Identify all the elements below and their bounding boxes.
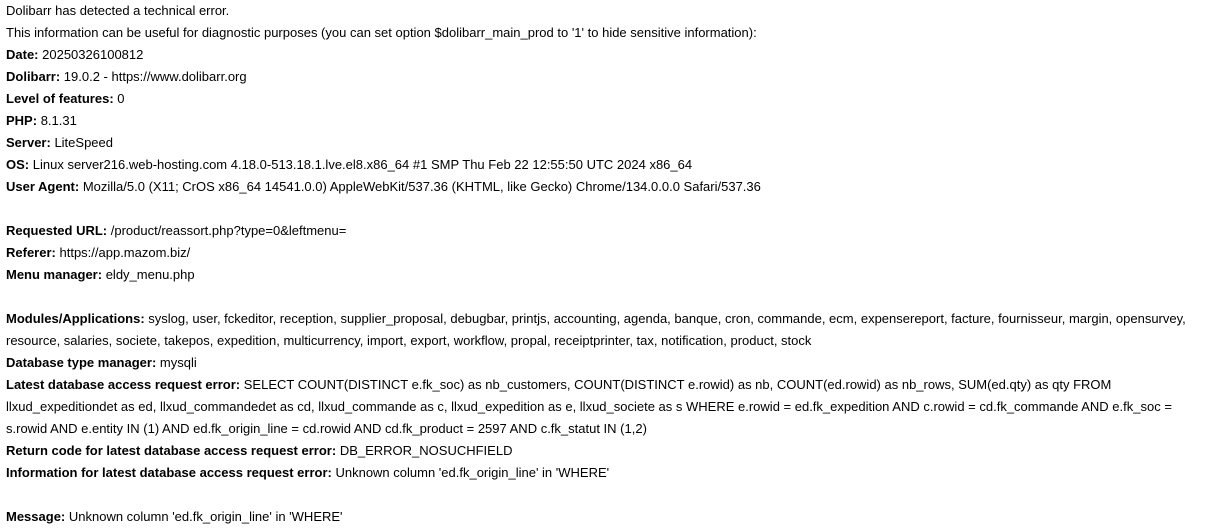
level-row <box>6 88 1220 110</box>
return-code-value: DB_ERROR_NOSUCHFIELD <box>339 443 513 458</box>
error-info-row <box>6 462 1220 484</box>
referer-label: Referer: <box>6 245 56 260</box>
date-label: Date: <box>6 47 39 62</box>
db-type-row <box>6 352 1220 374</box>
user-agent-label: User Agent: <box>6 179 80 194</box>
referer-row <box>6 242 1220 264</box>
dolibarr-row <box>6 66 1220 88</box>
requested-url-row <box>6 220 1220 242</box>
dolibarr-value: 19.0.2 - https://www.dolibarr.org <box>63 69 247 84</box>
dolibarr-label: Dolibarr: <box>6 69 61 84</box>
os-row <box>6 154 1220 176</box>
latest-db-error-row <box>6 374 1206 440</box>
menu-manager-row <box>6 264 1220 286</box>
user-agent-value: Mozilla/5.0 (X11; CrOS x86_64 14541.0.0) AppleWebKit/537.36 (KHTML, like Gecko) Chrome/134.0.0.0 Safari/537.36 <box>82 179 761 194</box>
menu-manager-label: Menu manager: <box>6 267 103 282</box>
php-value: 8.1.31 <box>40 113 77 128</box>
server-value: LiteSpeed <box>54 135 113 150</box>
level-label: Level of features: <box>6 91 114 106</box>
spacer <box>6 484 1220 506</box>
error-intro: Dolibarr has detected a technical error. <box>6 3 230 18</box>
requested-url-value: /product/reassort.php?type=0&leftmenu= <box>110 223 347 238</box>
date-value: 20250326100812 <box>42 47 144 62</box>
db-type-value: mysqli <box>159 355 197 370</box>
return-code-label: Return code for latest database access request error: <box>6 443 337 458</box>
os-value: Linux server216.web-hosting.com 4.18.0-513.18.1.lve.el8.x86_64 #1 SMP Thu Feb 22 12:55:50 UTC 2024 x86_64 <box>32 157 693 172</box>
db-type-label: Database type manager: <box>6 355 157 370</box>
server-row <box>6 132 1220 154</box>
latest-db-error-label: Latest database access request error: <box>6 377 241 392</box>
php-label: PHP: <box>6 113 38 128</box>
message-row <box>6 506 1220 528</box>
referer-value: https://app.mazom.biz/ <box>59 245 191 260</box>
spacer <box>6 198 1220 220</box>
date-row <box>6 44 1220 66</box>
user-agent-row <box>6 176 1220 198</box>
requested-url-label: Requested URL: <box>6 223 108 238</box>
modules-row <box>6 308 1206 352</box>
error-info-label: Information for latest database access request error: <box>6 465 332 480</box>
modules-label: Modules/Applications: <box>6 311 145 326</box>
return-code-row <box>6 440 1220 462</box>
message-value: Unknown column 'ed.fk_origin_line' in 'WHERE' <box>68 509 343 524</box>
menu-manager-value: eldy_menu.php <box>105 267 195 282</box>
modules-value: syslog, user, fckeditor, reception, supplier_proposal, debugbar, printjs, accounting, agenda, banque, cron, commande, ecm, expensereport, facture, fournisseur, margin, opensurvey, resource, salaries, societe, takepos, expedition, multicurrency, import, export, workflow, propal, receiptprinter, tax, notification, product, stock <box>6 311 1186 348</box>
error-info-value: Unknown column 'ed.fk_origin_line' in 'WHERE' <box>335 465 610 480</box>
diagnostic-note: This information can be useful for diagnostic purposes (you can set option $dolibarr_main_prod to '1' to hide sensitive information): <box>6 25 757 40</box>
php-row <box>6 110 1220 132</box>
server-label: Server: <box>6 135 51 150</box>
spacer <box>6 286 1220 308</box>
level-value: 0 <box>117 91 125 106</box>
message-label: Message: <box>6 509 66 524</box>
latest-db-error-value: SELECT COUNT(DISTINCT e.fk_soc) as nb_customers, COUNT(DISTINCT e.rowid) as nb, COUNT(ed.rowid) as nb_rows, SUM(ed.qty) as qty FROM llxud_expeditiondet as ed, llxud_commandedet as cd, llxud_commande as c, llxud_expedition as e, llxud_societe as s WHERE e.rowid = ed.fk_expedition AND c.rowid = cd.fk_commande AND e.fk_soc = s.rowid AND e.entity IN (1) AND ed.fk_origin_line = cd.rowid AND cd.fk_product = 2597 AND c.fk_statut IN (1,2) <box>6 377 1172 436</box>
os-label: OS: <box>6 157 30 172</box>
